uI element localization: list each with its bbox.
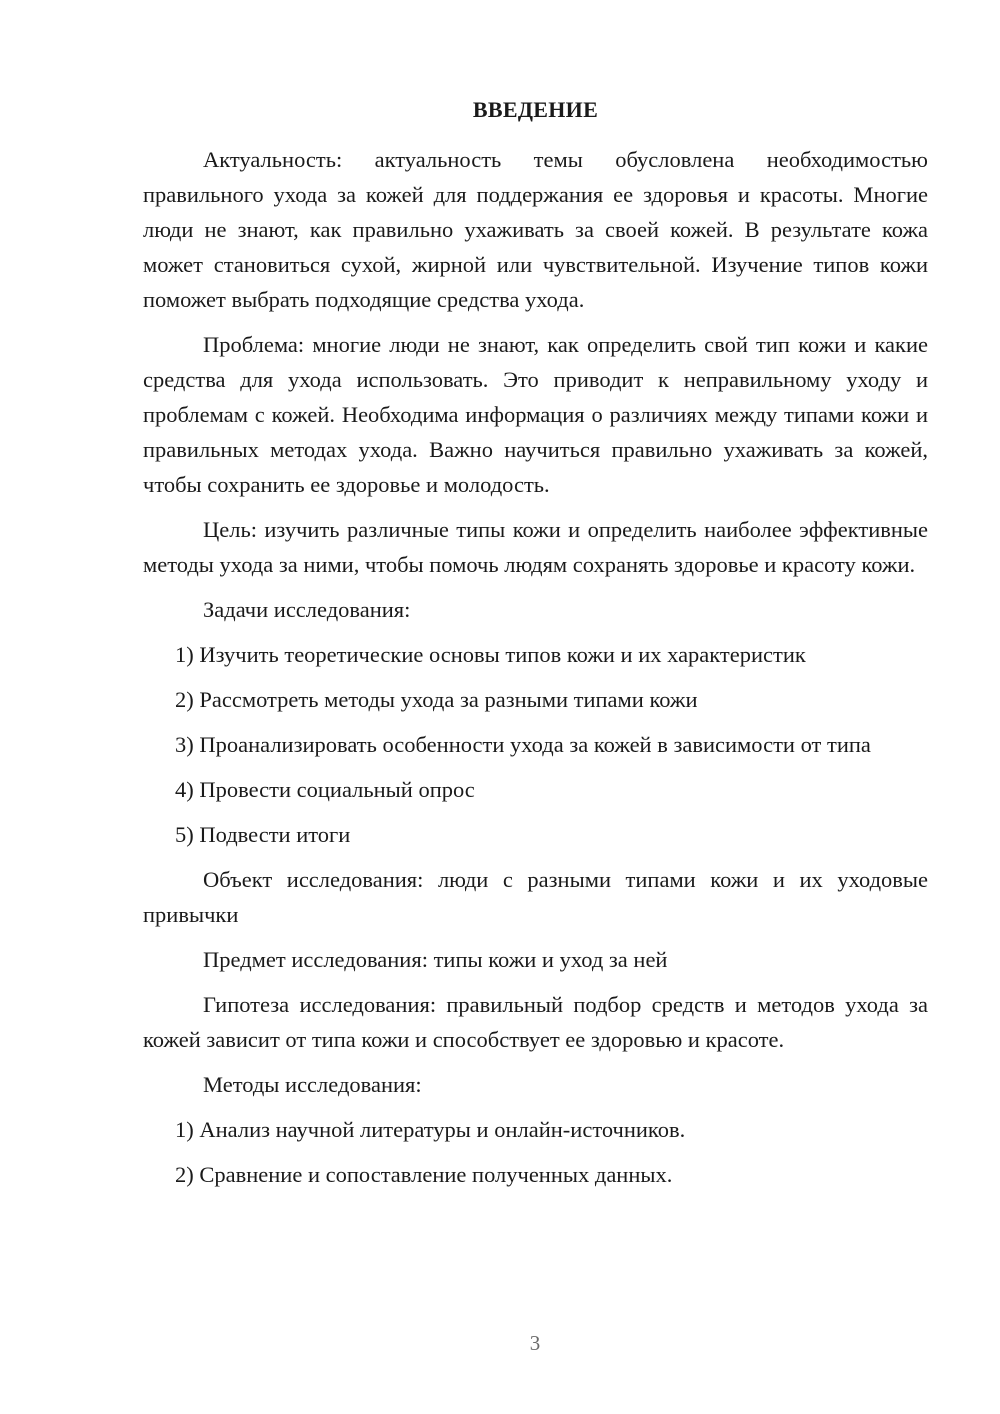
method-item-1: 1) Анализ научной литературы и онлайн-источников. (175, 1117, 686, 1142)
page-content (143, 94, 928, 1202)
hypothesis-paragraph: Гипотеза исследования: правильный подбор средств и методов ухода за кожей зависит от типа кожи и способствует ее здоровью и красоте. (143, 992, 928, 1052)
task-item-2: 2) Рассмотреть методы ухода за разными типами кожи (175, 687, 698, 712)
tasks-heading: Задачи исследования: (203, 597, 411, 622)
task-item-4: 4) Провести социальный опрос (175, 777, 475, 802)
task-item-5: 5) Подвести итоги (175, 822, 351, 847)
page-number: 3 (529, 1331, 541, 1355)
methods-heading: Методы исследования: (203, 1072, 422, 1097)
task-item-3: 3) Проанализировать особенности ухода за кожей в зависимости от типа (175, 732, 871, 757)
goal-paragraph: Цель: изучить различные типы кожи и определить наиболее эффективные методы ухода за ними, чтобы помочь людям сохранять здоровье и красоту кожи. (143, 517, 928, 577)
subject-paragraph: Предмет исследования: типы кожи и уход за ней (203, 947, 668, 972)
task-item-1: 1) Изучить теоретические основы типов кожи и их характеристик (175, 642, 806, 667)
method-item-2: 2) Сравнение и сопоставление полученных данных. (175, 1162, 673, 1187)
object-paragraph: Объект исследования: люди с разными типами кожи и их уходовые привычки (143, 867, 928, 927)
relevance-paragraph: Актуальность: актуальность темы обусловлена необходимостью правильного ухода за кожей для поддержания ее здоровья и красоты. Многие люди не знают, как правильно ухаживать за своей кожей. В результате кожа может становиться сухой, жирной или чувствительной. Изучение типов кожи поможет выбрать подходящие средства ухода. (143, 147, 928, 312)
section-title: ВВЕДЕНИЕ (472, 97, 599, 122)
problem-paragraph: Проблема: многие люди не знают, как определить свой тип кожи и какие средства для ухода использовать. Это приводит к неправильному уходу и проблемам с кожей. Необходима информация о различиях между типами кожи и правильных методах ухода. Важно научиться правильно ухаживать за кожей, чтобы сохранить ее здоровье и молодость. (143, 332, 928, 497)
